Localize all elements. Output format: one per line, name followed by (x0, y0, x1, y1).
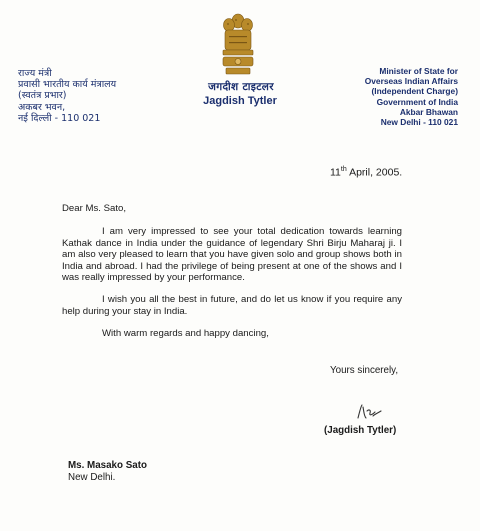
letter-body (62, 203, 402, 340)
date-suffix: th (340, 166, 347, 173)
letterhead-hindi-address (18, 68, 116, 124)
hindi-address-line: (स्वतंत्र प्रभार) (18, 90, 67, 102)
date-day: 11 (330, 166, 341, 179)
letterhead-english-address (365, 66, 458, 127)
national-emblem-icon (218, 12, 258, 80)
body-paragraph: I wish you all the best in future, and do let us know if you require any help during your stay in India. (62, 294, 402, 317)
english-address-line: Minister of State for (379, 66, 458, 76)
english-address-line: Government of India (376, 96, 458, 107)
hindi-address-line: नई दिल्ली - 110 021 (18, 112, 101, 124)
hindi-address-line: राज्य मंत्री (18, 68, 52, 79)
hindi-address-line: प्रवासी भारतीय कार्य मंत्रालय (18, 79, 117, 91)
recipient-address (68, 460, 147, 484)
minister-name-hindi: जगदीश टाइटलर (208, 81, 274, 93)
english-address-line: (Independent Charge) (371, 86, 458, 97)
english-address-line: Akbar Bhawan (399, 106, 458, 117)
salutation: Dear Ms. Sato, (62, 203, 126, 214)
hindi-address-line: अकबर भवन, (18, 101, 66, 113)
recipient-city: New Delhi. (68, 472, 116, 483)
closing-line: With warm regards and happy dancing, (102, 328, 269, 340)
minister-name-english: Jagdish Tytler (203, 95, 277, 107)
handwritten-signature-icon (355, 402, 383, 422)
body-paragraph: I am very impressed to see your total dedication towards learning Kathak dance in India under the guidance of legendary Shri Birju Maharaj ji. I am also very pleased to learn that you have given solo and group shows both in India and abroad. I had the privilege of being present at one of the shows and I was really impressed by your performance. (62, 226, 402, 284)
valediction: Yours sincerely, (330, 365, 399, 376)
english-address-line: Overseas Indian Affairs (364, 76, 458, 87)
recipient-name: Ms. Masako Sato (68, 460, 147, 471)
signatory-name: (Jagdish Tytler) (324, 425, 397, 436)
letter-date (330, 166, 402, 179)
english-address-line: New Delhi - 110 021 (380, 117, 458, 128)
date-month-year: April, 2005. (346, 166, 403, 179)
